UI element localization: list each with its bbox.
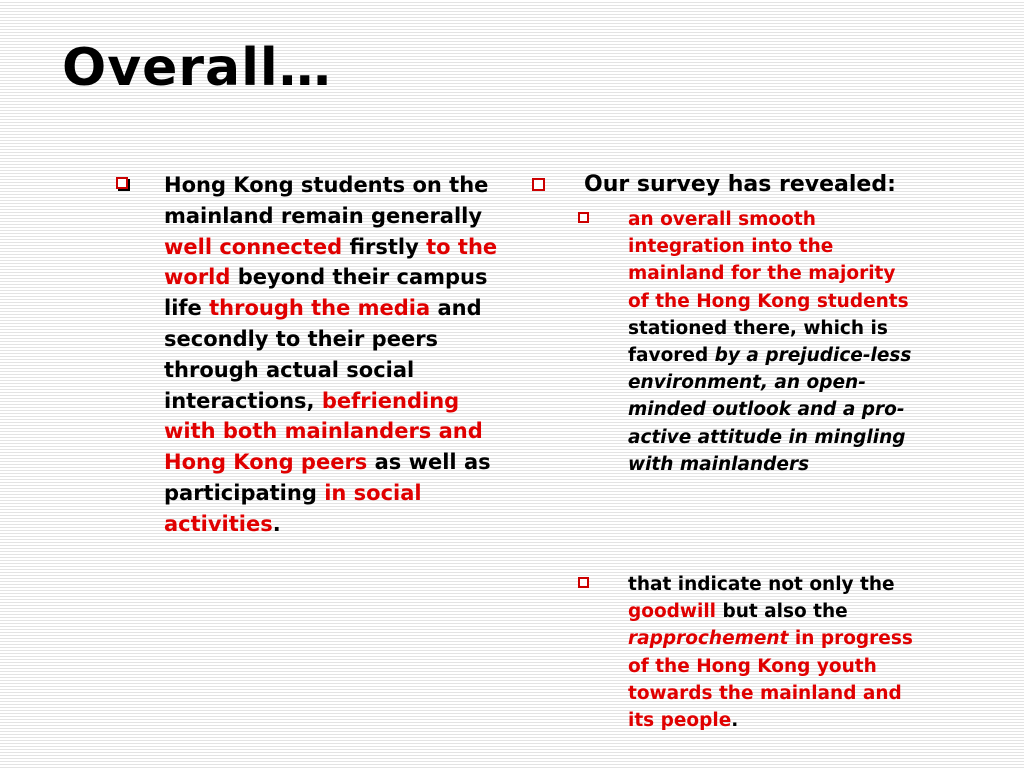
highlight-through-the-media: through the media <box>209 296 431 321</box>
text-segment: beyond their campus life <box>164 265 488 321</box>
square-bullet-icon <box>578 212 589 223</box>
left-column <box>116 170 506 540</box>
highlight-well-connected: well connected <box>164 234 343 259</box>
square-bullet-icon <box>578 577 589 588</box>
text-segment: . <box>272 511 281 536</box>
text-segment: . <box>731 710 739 732</box>
sub-bullet-text-1 <box>628 206 918 478</box>
text-segment: and secondly to their peers through actual social interactions, <box>164 296 482 413</box>
survey-heading: Our survey has revealed: <box>584 172 896 197</box>
text-segment: that indicate not only the <box>628 574 895 595</box>
sub-bullet-text-2 <box>628 571 918 734</box>
highlight-smooth-integration: an overall smooth integration into the mainland for the majority of the Hong Kong students <box>628 209 909 312</box>
sub-bullet-item-2 <box>578 571 918 734</box>
highlight-in-progress: in progress of the Hong Kong youth towards the mainland and its people <box>628 628 913 732</box>
slide-title: Overall… <box>62 38 332 98</box>
highlight-rapprochement: rapprochement <box>628 628 789 650</box>
text-segment: but also the <box>716 601 848 623</box>
right-column <box>532 170 972 200</box>
italic-segment: by a prejudice-less environment, an open-minded outlook and a pro-active attitude in mingling with mainlanders <box>628 345 912 475</box>
right-heading-item <box>532 170 972 200</box>
square-bullet-icon <box>116 177 128 189</box>
text-segment: as well as participating <box>164 450 491 505</box>
highlight-to-the-world: to the world <box>164 234 498 290</box>
highlight-social-activities: in social activities <box>164 480 422 536</box>
text-segment: stationed there, which is favored <box>628 317 888 367</box>
sub-bullet-item-1 <box>578 206 918 478</box>
highlight-goodwill: goodwill <box>628 601 717 623</box>
left-bullet-item <box>116 170 506 540</box>
square-bullet-icon <box>532 178 545 191</box>
highlight-befriending: befriending with both mainlanders and Hong Kong peers <box>164 388 483 475</box>
text-segment: Hong Kong students on the mainland remain generally <box>164 173 489 228</box>
left-bullet-text <box>164 170 506 540</box>
text-segment: firstly <box>342 234 427 259</box>
